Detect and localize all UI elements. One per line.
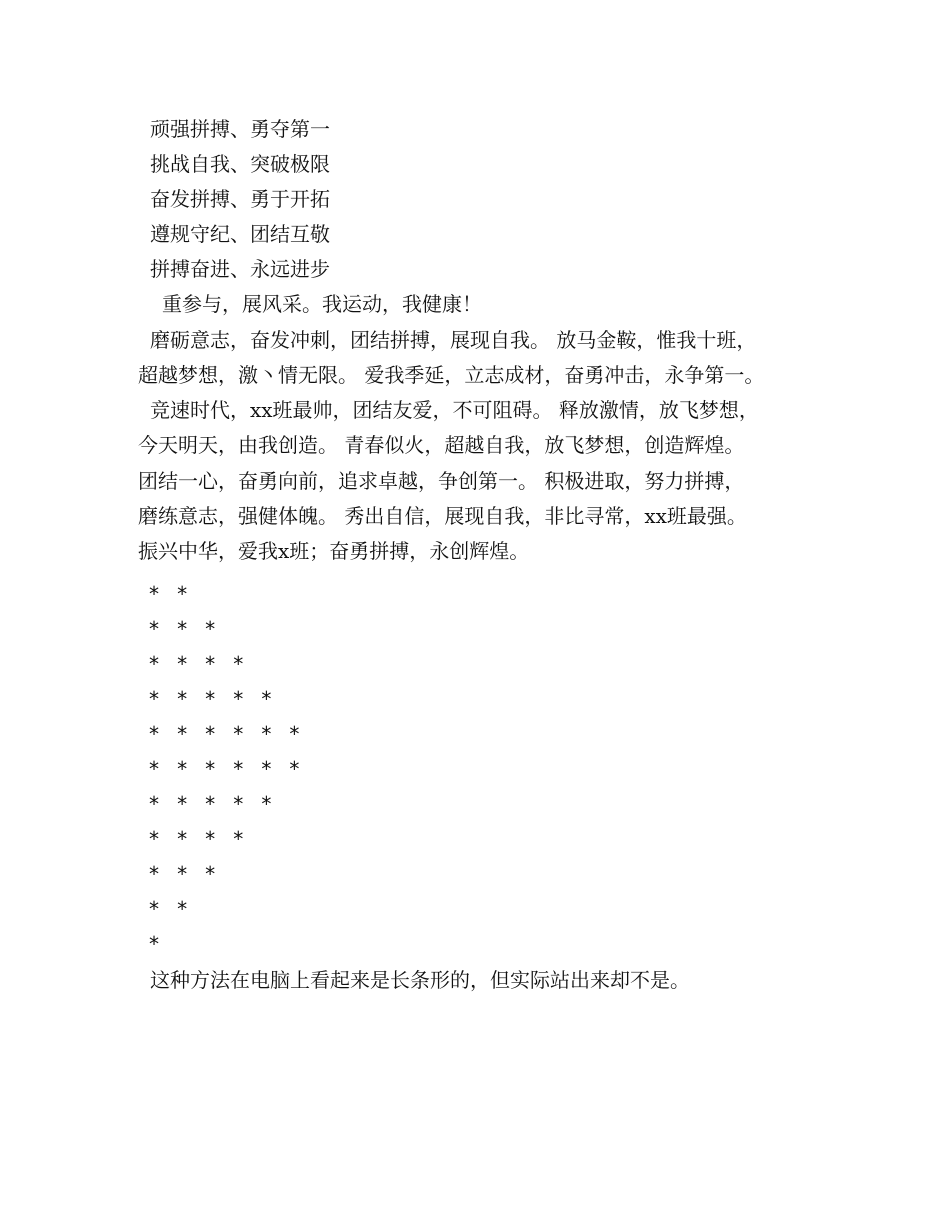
star-pattern-line: * * * * [148,652,247,676]
slogan-line: 奋发拼搏、勇于开拓 [150,187,330,211]
star-pattern-line: * * * [148,617,219,641]
star-pattern-line: * [148,932,163,956]
star-pattern-line: * * * * * * [148,757,303,781]
star-pattern-line: * * * * * [148,687,275,711]
slogan-line: 遵规守纪、团结互敬 [150,222,330,246]
paragraph-line: 磨练意志，强健体魄。 秀出自信，展现自我，非比寻常，xx班最强。 [138,504,747,528]
closing-sentence: 这种方法在电脑上看起来是长条形的，但实际站出来却不是。 [150,968,690,992]
star-pattern-line: * * * * * [148,792,275,816]
paragraph-line: 团结一心，奋勇向前，追求卓越，争创第一。 积极进取，努力拼搏， [138,469,745,493]
star-pattern-line: * * * * * * [148,722,303,746]
paragraph-line: 今天明天，由我创造。 青春似火，超越自我，放飞梦想，创造辉煌。 [138,433,745,457]
star-pattern-line: * * * * [148,827,247,851]
paragraph-line: 振兴中华，爱我x班；奋勇拼搏，永创辉煌。 [138,539,530,563]
star-pattern-line: * * [148,582,191,606]
paragraph-line: 重参与，展风采。我运动，我健康！ [162,292,482,316]
paragraph-line: 竞速时代，xx班最帅，团结友爱，不可阻碍。 释放激情，放飞梦想， [150,398,759,422]
star-pattern-line: * * * [148,862,219,886]
slogan-line: 挑战自我、突破极限 [150,152,330,176]
slogan-line: 拼搏奋进、永远进步 [150,257,330,281]
paragraph-line: 磨砺意志，奋发冲刺，团结拼搏，展现自我。 放马金鞍，惟我十班， [150,328,757,352]
paragraph-line: 超越梦想，激丶情无限。 爱我季延，立志成材，奋勇冲击，永争第一。 [138,363,765,387]
slogan-line: 顽强拼搏、勇夺第一 [150,117,330,141]
star-pattern-line: * * [148,897,191,921]
